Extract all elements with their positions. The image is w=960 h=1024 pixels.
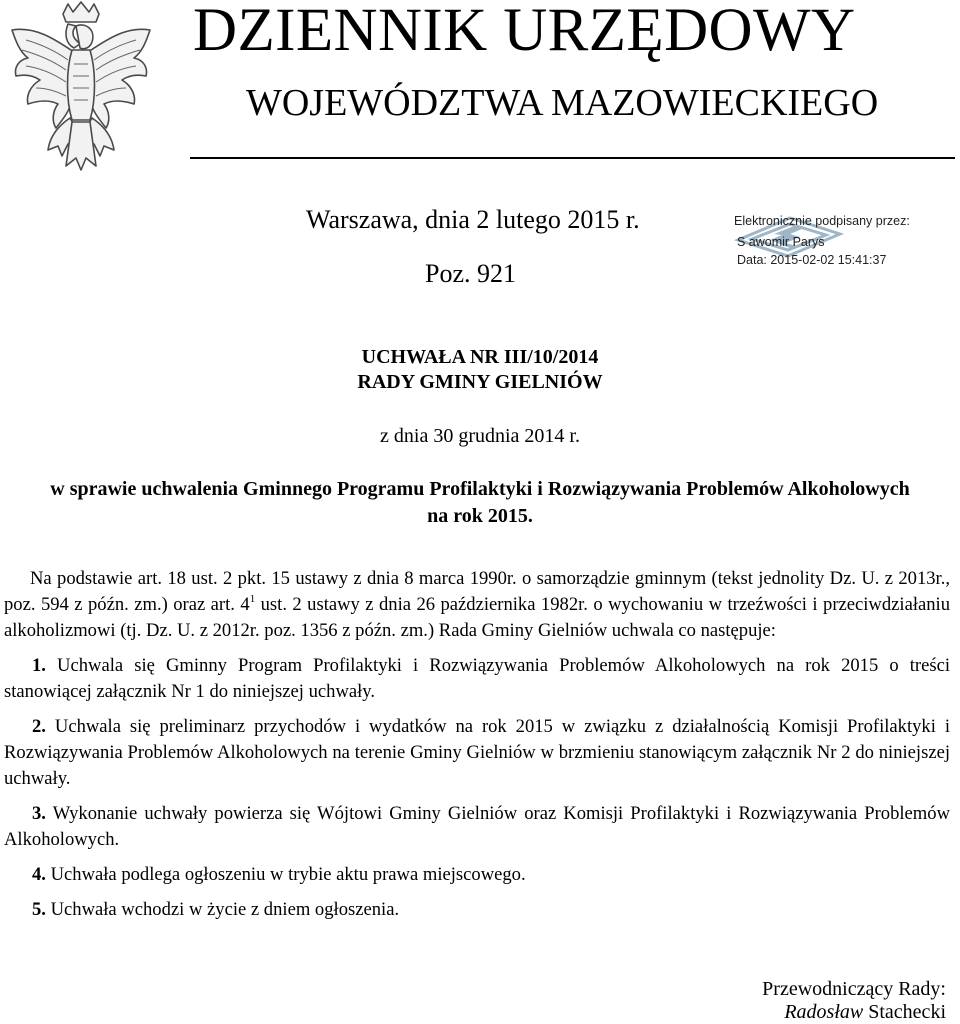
section-3	[4, 801, 950, 853]
subject-line-1: w sprawie uchwalenia Gminnego Programu Profilaktyki i Rozwiązywania Problemów Alkoholowych	[50, 478, 910, 500]
section-text: Uchwala się preliminarz przychodów i wydatków na rok 2015 w związku z działalnością Komisji Profilaktyki i Rozwiązywania Problemów Alkoholowych na terenie Gminy Gielniów w brzmieniu stanowiącym załącznik Nr 2 do niniejszej uchwały.	[4, 716, 950, 789]
signature-date: Data: 2015-02-02 15:41:37	[737, 253, 887, 267]
resolution-date: z dnia 30 grudnia 2014 r.	[380, 425, 580, 447]
subject-line-2: na rok 2015.	[427, 505, 533, 527]
section-text: Wykonanie uchwały powierza się Wójtowi Gminy Gielniów oraz Komisji Profilaktyki i Rozwiązywania Problemów Alkoholowych.	[4, 803, 950, 850]
section-4	[4, 862, 950, 888]
position-number: Poz. 921	[425, 259, 516, 288]
section-number: 2.	[32, 716, 46, 737]
section-2	[4, 714, 950, 792]
resolution-subject	[0, 476, 960, 530]
preamble	[4, 566, 950, 644]
white-eagle-emblem-icon	[6, 0, 156, 172]
section-text: Uchwała wchodzi w życie z dniem ogłoszenia.	[45, 899, 400, 920]
chair-title: Przewodniczący Rady:	[762, 978, 946, 1000]
signature-label: Elektronicznie podpisany przez:	[734, 214, 910, 228]
section-number: 5.	[32, 899, 46, 920]
resolution-council: RADY GMINY GIELNIÓW	[357, 371, 603, 393]
preamble-superscript: 1	[249, 593, 256, 605]
section-number: 3.	[32, 803, 46, 824]
section-5	[4, 897, 950, 923]
header-rule	[190, 157, 955, 159]
section-text: Uchwala się Gminny Program Profilaktyki i Rozwiązywania Problemów Alkoholowych na rok 2015 o treści stanowiącej załącznik Nr 1 do niniejszej uchwały.	[4, 655, 950, 702]
resolution-body	[4, 566, 950, 923]
preamble-text-1: Na podstawie art. 18 ust. 2 pkt. 15 ustawy z dnia 8 marca 1990r. o samorządzie gminnym (tekst jednolity Dz. U. z 2013r., poz. 594 z późn. zm.) oraz art. 4	[4, 568, 950, 615]
signature-name: S awomir Parys	[737, 235, 825, 249]
preamble-text-2: ust. 2 ustawy z dnia 26 października 1982r. o wychowaniu w trzeźwości i przeciwdziałaniu alkoholizmowi (tj. Dz. U. z 2012r. poz. 1356 z późn. zm.) Rada Gminy Gielniów uchwala co następuje:	[4, 594, 951, 641]
journal-title: DZIENNIK URZĘDOWY	[193, 0, 856, 64]
chair-first-name: Radosław	[784, 1001, 864, 1023]
section-text: Uchwała podlega ogłoszeniu w trybie aktu prawa miejscowego.	[45, 864, 526, 885]
resolution-number: UCHWAŁA NR III/10/2014	[361, 346, 599, 368]
issue-date: Warszawa, dnia 2 lutego 2015 r.	[306, 205, 640, 234]
journal-subtitle: WOJEWÓDZTWA MAZOWIECKIEGO	[246, 82, 879, 124]
resolution-title	[0, 345, 960, 395]
section-number: 1.	[32, 655, 46, 676]
section-1	[4, 653, 950, 705]
section-number: 4.	[32, 864, 46, 885]
electronic-signature-block	[734, 212, 944, 312]
chair-last-name: Stachecki	[863, 1001, 946, 1023]
chair-name	[784, 1001, 946, 1024]
